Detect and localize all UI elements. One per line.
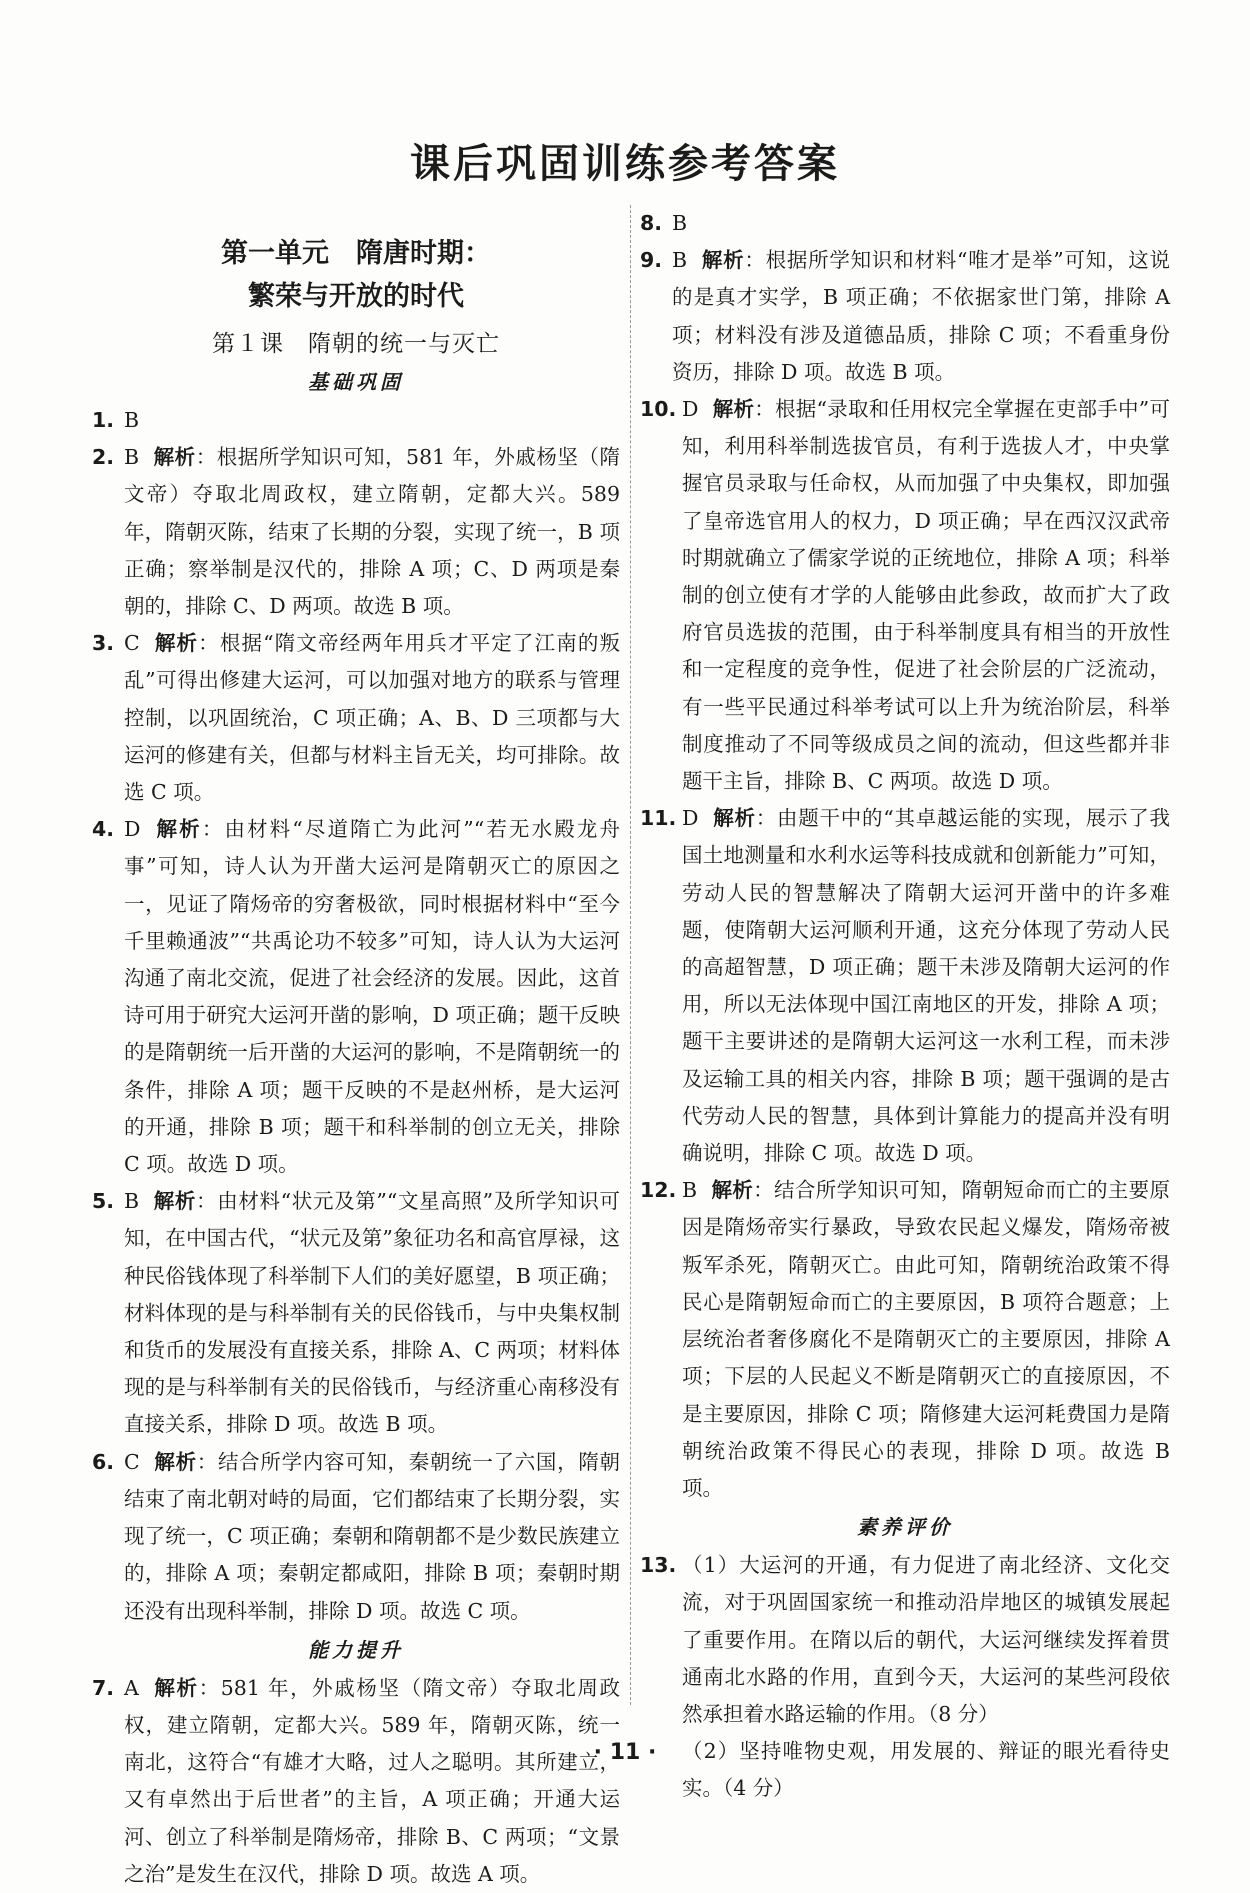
item-number: 13. [640,1553,677,1578]
jiexi-label: 解析 [152,1675,199,1700]
jiexi-label: 解析 [154,817,202,842]
answer-item-7: 7. A 解析：581 年，外戚杨坚（隋文帝）夺取北周政权，建立隋朝，定都大兴。589 年，隋朝灭陈，统一南北，这符合“有雄才大略，过人之聪明。其所建立，又有卓然出于后世者”的主旨，A 项正确；开通大运河、创立了科举制是隋炀帝，排除 B、C 两项；“文景之治”是发生在汉代，排除 D 项。故选 A 项。 [92,1670,620,1893]
item-13-part-1: （1）大运河的开通，有力促进了南北经济、文化交流，对于巩固国家统一和推动沿岸地区的城镇发展起了重要作用。在隋以后的朝代，大运河继续发挥着贯通南北水路的作用，直到今天，大运河的某些河段依然承担着水路运输的作用。（8 分） [682,1553,1170,1726]
jiexi-label: 解析 [153,1189,197,1214]
item-explanation: 根据“录取和任用权完全掌握在吏部手中”可知，利用科举制选拔官员，有利于选拔人才，中央掌握官员录取与任命权，从而加强了中央集权，即加强了皇帝选官用人的权力，D 项正确；早在西汉汉武帝时期就确立了儒家学说的正统地位，排除 A 项；科举制的创立使有才学的人能够由此参政，故而扩大了政府官员选拔的范围，由于科举制度具有相当的开放性和一定程度的竞争性，促进了社会阶层的广泛流动，有一些平民通过科举考试可以上升为统治阶层，科举制度推动了不同等级成员之间的流动，但这些都并非题干主旨，排除 B、C 两项。故选 D 项。 [682,397,1170,794]
answer-item-6: 6. C 解析：结合所学内容可知，秦朝统一了六国，隋朝结束了南北朝对峙的局面，它们都结束了长期分裂，实现了统一，C 项正确；秦朝和隋朝都不是少数民族建立的，排除 A 项；秦朝定都咸阳，排除 B 项；秦朝时期还没有出现科举制，排除 D 项。故选 C 项。 [92,1444,620,1630]
item-answer: C [124,631,140,656]
item-answer: B [672,248,688,273]
item-number: 6. [92,1449,115,1474]
jiexi-label: 解析 [153,1449,197,1474]
jiexi-label: 解析 [701,248,745,273]
item-answer: B [124,445,140,470]
item-number: 7. [92,1675,115,1700]
item-number: 5. [92,1189,115,1214]
answer-item-8 [640,205,1170,242]
item-explanation: 根据“隋文帝经两年用兵才平定了江南的叛乱”可得出修建大运河，可以加强对地方的联系与管理控制，以巩固统治，C 项正确；A、B、D 三项都与大运河的修建有关，但都与材料主旨无关，均可排除。故选 C 项。 [124,631,621,805]
item-answer: C [124,1449,140,1474]
unit-title-line1: 第一单元 隋唐时期： [221,238,491,269]
item-number: 8. [640,211,663,235]
answer-item-12: 12. B 解析：结合所学知识可知，隋朝短命而亡的主要原因是隋炀帝实行暴政，导致农民起义爆发，隋炀帝被叛军杀死，隋朝灭亡。由此可知，隋朝统治政策不得民心是隋朝短命而亡的主要原因，B 项符合题意；上层统治者奢侈腐化不是隋朝灭亡的主要原因，排除 A 项；下层的人民起义不断是隋朝灭亡的直接原因，不是主要原因，排除 C 项；隋修建大运河耗费国力是隋朝统治政策不得民心的表现，排除 D 项。故选 B 项。 [640,1172,1170,1507]
item-number: 9. [640,248,663,273]
item-number: 4. [92,817,115,842]
page-title: 课后巩固训练参考答案 [410,141,840,187]
item-number: 1. [92,408,115,432]
item-explanation: 结合所学内容可知，秦朝统一了六国，隋朝结束了南北朝对峙的局面，它们都结束了长期分裂，实现了统一，C 项正确；秦朝和隋朝都不是少数民族建立的，排除 A 项；秦朝定都咸阳，排除 B 项；秦朝时期还没有出现科举制，排除 D 项。故选 C 项。 [124,1449,621,1623]
answer-item-3: 3. C 解析：根据“隋文帝经两年用兵才平定了江南的叛乱”可得出修建大运河，可以加强对地方的联系与管理控制，以巩固统治，C 项正确；A、B、D 三项都与大运河的修建有关，但都与材料主旨无关，均可排除。故选 C 项。 [92,625,620,811]
item-answer: D [682,397,699,422]
item-explanation: 由材料“尽道隋亡为此河”“若无水殿龙舟事”可知，诗人认为开凿大运河是隋朝灭亡的原因之一，见证了隋炀帝的穷奢极欲，同时根据材料中“至今千里赖通波”“共禹论功不较多”可知，诗人认为大运河沟通了南北交流，促进了社会经济的发展。因此，这首诗可用于研究大运河开凿的影响，D 项正确；题干反映的是隋朝统一后开凿的大运河的影响，不是隋朝统一的条件，排除 A 项；题干反映的不是赵州桥，是大运河的开通，排除 B 项；题干和科举制的创立无关，排除 C 项。故选 D 项。 [124,817,620,1177]
answer-item-4: 4. D 解析：由材料“尽道隋亡为此河”“若无水殿龙舟事”可知，诗人认为开凿大运河是隋朝灭亡的原因之一，见证了隋炀帝的穷奢极欲，同时根据材料中“至今千里赖通波”“共禹论功不较多”可知，诗人认为大运河沟通了南北交流，促进了社会经济的发展。因此，这首诗可用于研究大运河开凿的影响，D 项正确；题干反映的是隋朝统一后开凿的大运河的影响，不是隋朝统一的条件，排除 A 项；题干反映的不是赵州桥，是大运河的开通，排除 B 项；题干和科举制的创立无关，排除 C 项。故选 D 项。 [92,811,620,1183]
item-explanation: 根据所学知识和材料“唯才是举”可知，这说的是真才实学，B 项正确；不依据家世门第，排除 A 项；材料没有涉及道德品质，排除 C 项；不看重身份资历，排除 D 项。故选 B 项。 [672,248,1171,384]
section-literacy: 素养评价 [857,1515,953,1540]
item-answer: A [124,1675,139,1700]
item-explanation: 由题干中的“其卓越运能的实现，展示了我国土地测量和水利水运等科技成就和创新能力”可知，劳动人民的智慧解决了隋朝大运河开凿中的许多难题，使隋朝大运河顺利开通，这充分体现了劳动人民的高超智慧，D 项正确；题干未涉及隋朝大运河的作用，所以无法体现中国江南地区的开发，排除 A 项；题干主要讲述的是隋朝大运河这一水利工程，而未涉及运输工具的相关内容，排除 B 项；题干强调的是古代劳动人民的智慧，具体到计算能力的提高并没有明确说明，排除 C 项。故选 D 项。 [682,806,1171,1166]
item-answer: D [682,806,699,831]
item-number: 12. [640,1178,677,1203]
answer-item-1 [92,402,620,439]
lesson-title: 第１课 隋朝的统一与灭亡 [212,331,500,357]
item-number: 3. [92,631,115,656]
unit-title-line2: 繁荣与开放的时代 [248,281,464,312]
item-answer: B [124,1189,140,1214]
section-ability: 能力提升 [308,1637,404,1662]
item-answer: B [682,1178,698,1203]
item-number: 11. [640,806,677,831]
jiexi-label: 解析 [712,806,756,831]
item-answer: D [124,817,141,842]
item-explanation: 由材料“状元及第”“文星高照”及所学知识可知，在中国古代，“状元及第”象征功名和高官厚禄，这种民俗钱体现了科举制下人们的美好愿望，B 项正确；材料体现的是与科举制有关的民俗钱币，与中央集权制和货币的发展没有直接关系，排除 A、C 两项；材料体现的是与科举制有关的民俗钱币，与经济重心南移没有直接关系，排除 D 项。故选 B 项。 [124,1189,621,1437]
jiexi-label: 解析 [153,631,199,656]
item-number: 10. [640,397,677,422]
item-answer: B [672,211,688,235]
jiexi-label: 解析 [712,397,755,422]
section-basic: 基础巩固 [308,370,404,394]
column-divider [630,205,631,1705]
answer-item-10: 10. D 解析：根据“录取和任用权完全掌握在吏部手中”可知，利用科举制选拔官员，有利于选拔人才，中央掌握官员录取与任命权，从而加强了中央集权，即加强了皇帝选官用人的权力，D 项正确；早在西汉汉武帝时期就确立了儒家学说的正统地位，排除 A 项；科举制的创立使有才学的人能够由此参政，故而扩大了政府官员选拔的范围，由于科举制度具有相当的开放性和一定程度的竞争性，促进了社会阶层的广泛流动，有一些平民通过科举考试可以上升为统治阶层，科举制度推动了不同等级成员之间的流动，但这些都并非题干主旨，排除 B、C 两项。故选 D 项。 [640,391,1170,800]
item-number: 2. [92,445,115,470]
answer-item-11: 11. D 解析：由题干中的“其卓越运能的实现，展示了我国土地测量和水利水运等科技成就和创新能力”可知，劳动人民的智慧解决了隋朝大运河开凿中的许多难题，使隋朝大运河顺利开通，这充分体现了劳动人民的高超智慧，D 项正确；题干未涉及隋朝大运河的作用，所以无法体现中国江南地区的开发，排除 A 项；题干主要讲述的是隋朝大运河这一水利工程，而未涉及运输工具的相关内容，排除 B 项；题干强调的是古代劳动人民的智慧，具体到计算能力的提高并没有明确说明，排除 C 项。故选 D 项。 [640,800,1170,1172]
item-explanation: 581 年，外戚杨坚（隋文帝）夺取北周政权，建立隋朝，定都大兴。589 年，隋朝灭陈，统一南北，这符合“有雄才大略，过人之聪明。其所建立，又有卓然出于后世者”的主旨，A 项正确；开通大运河、创立了科举制是隋炀帝，排除 B、C 两项；“文景之治”是发生在汉代，排除 D 项。故选 A 项。 [124,1675,621,1886]
answer-item-13 [640,1547,1170,1807]
answer-item-9: 9. B 解析：根据所学知识和材料“唯才是举”可知，这说的是真才实学，B 项正确；不依据家世门第，排除 A 项；材料没有涉及道德品质，排除 C 项；不看重身份资历，排除 D 项。故选 B 项。 [640,242,1170,391]
answer-item-5: 5. B 解析：由材料“状元及第”“文星高照”及所学知识可知，在中国古代，“状元及第”象征功名和高官厚禄，这种民俗钱体现了科举制下人们的美好愿望，B 项正确；材料体现的是与科举制有关的民俗钱币，与中央集权制和货币的发展没有直接关系，排除 A、C 两项；材料体现的是与科举制有关的民俗钱币，与经济重心南移没有直接关系，排除 D 项。故选 B 项。 [92,1183,620,1443]
item-explanation: 根据所学知识可知，581 年，外戚杨坚（隋文帝）夺取北周政权，建立隋朝，定都大兴。589 年，隋朝灭陈，结束了长期的分裂，实现了统一，B 项正确；察举制是汉代的，排除 A 项；C、D 两项是秦朝的，排除 C、D 两项。故选 B 项。 [124,445,620,619]
item-explanation: 结合所学知识可知，隋朝短命而亡的主要原因是隋炀帝实行暴政，导致农民起义爆发，隋炀帝被叛军杀死，隋朝灭亡。由此可知，隋朝统治政策不得民心是隋朝短命而亡的主要原因，B 项符合题意；上层统治者奢侈腐化不是隋朝灭亡的主要原因，排除 A 项；下层的人民起义不断是隋朝灭亡的直接原因，不是主要原因，排除 C 项；隋修建大运河耗费国力是隋朝统治政策不得民心的表现，排除 D 项。故选 B 项。 [682,1178,1171,1500]
unit-title [92,232,620,318]
right-column [640,205,1170,1808]
page-number: · 11 · [593,1740,657,1765]
item-answer: B [124,408,140,432]
item-13-part-2: （2）坚持唯物史观，用发展的、辩证的眼光看待史实。（4 分） [682,1739,1170,1801]
left-column [92,205,620,1893]
jiexi-label: 解析 [711,1178,754,1203]
answer-item-2: 2. B 解析：根据所学知识可知，581 年，外戚杨坚（隋文帝）夺取北周政权，建立隋朝，定都大兴。589 年，隋朝灭陈，结束了长期的分裂，实现了统一，B 项正确；察举制是汉代的，排除 A 项；C、D 两项是秦朝的，排除 C、D 两项。故选 B 项。 [92,439,620,625]
jiexi-label: 解析 [153,445,196,470]
